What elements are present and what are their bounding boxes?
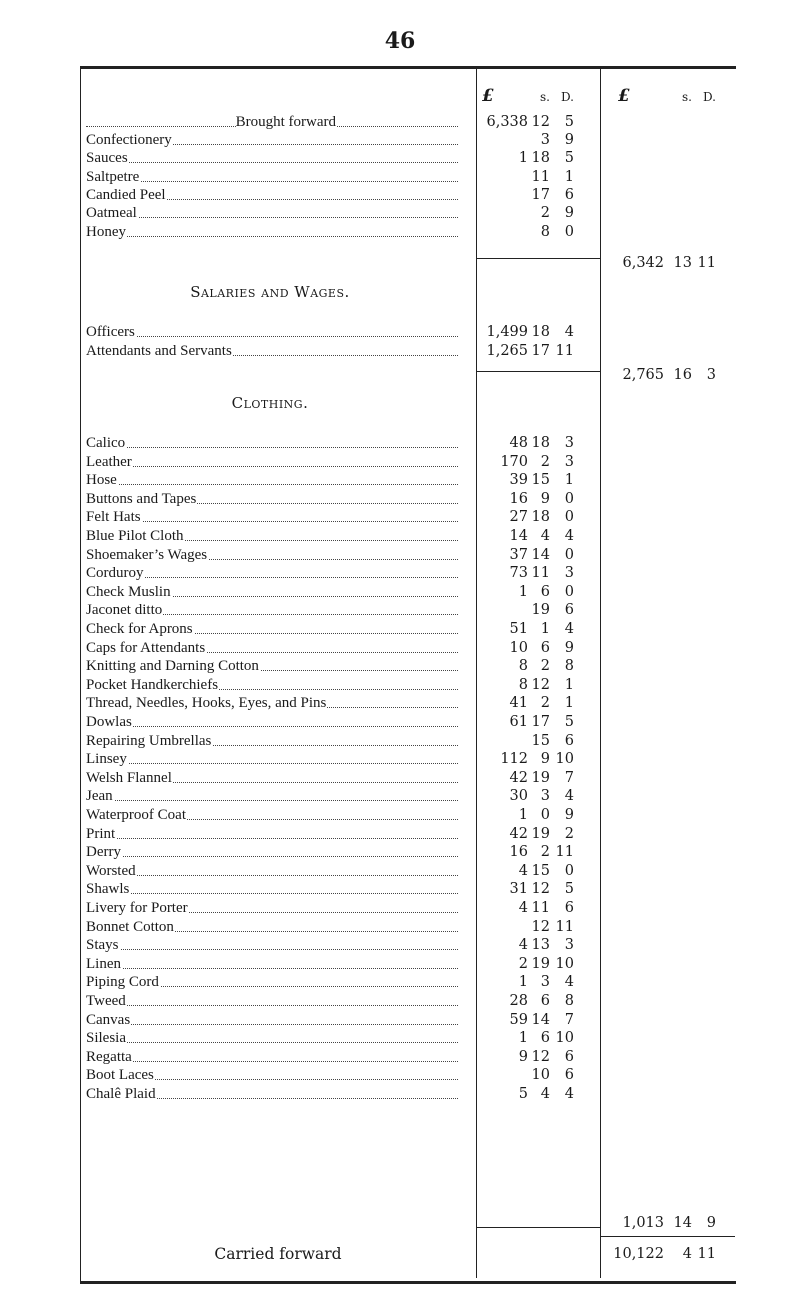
ledger-item-amount: 19 6 [531,602,574,619]
ledger-item-amount: 4 13 3 [518,937,574,954]
amount-column-header [468,88,574,105]
shillings-header: s. [682,90,692,104]
ledger-item-label: Welsh Flannel [86,770,458,786]
ledger-item-amount: 2 9 [540,205,574,222]
ledger-item-label: Officers [86,324,458,340]
ledger-item-amount: 15 6 [531,732,574,749]
ledger-item-amount: 73 11 3 [509,565,574,582]
ledger-item-label: Calico [86,435,458,451]
ledger-item-label: Blue Pilot Cloth [86,528,458,544]
rule-carried-forward [600,1236,735,1237]
ledger-item-label: Saltpetre [86,169,458,185]
ledger-item-amount: 17 6 [531,186,574,203]
ledger-item-label: Buttons and Tapes [86,491,458,507]
ledger-item-amount: 31 12 5 [509,881,574,898]
ledger-item-amount: 41 2 1 [509,695,574,712]
ledger-item-amount: 14 4 4 [509,528,574,544]
ledger-item-label: Waterproof Coat [86,807,458,823]
ledger-item-amount: 10 6 [531,1067,574,1084]
pence-header: D. [560,90,574,104]
ledger-item-amount: 4 11 6 [518,900,574,916]
ledger-item-label: Candied Peel [86,187,458,203]
ledger-item-amount: 9 12 6 [518,1048,574,1065]
page-number: 46 [384,28,416,54]
rule-clothing [476,1227,600,1228]
ledger-item-amount: 42 19 2 [509,825,574,842]
ledger-item-amount: 28 6 8 [509,993,574,1009]
ledger-item-label: Leather [86,454,458,470]
ledger-item-label: Oatmeal [86,205,458,221]
ledger-item-label: Chalê Plaid [86,1086,458,1102]
ledger-item-amount: 16 9 0 [509,490,574,507]
provisions-total: 6,342 13 11 [622,255,716,271]
ledger-item-label: Worsted [86,863,458,879]
ledger-item-label: Repairing Umbrellas [86,733,458,749]
divider-subtotal [600,66,601,1278]
ledger-item-amount: 4 15 0 [518,862,574,879]
ledger-item-amount: 10 6 9 [509,639,574,656]
ledger-item-amount: 8 0 [540,223,574,240]
salaries-total: 2,765 16 3 [622,367,716,383]
ledger-item-amount: 8 2 8 [518,658,574,675]
ledger-item-amount: 27 18 0 [509,509,574,526]
pound-sign: £ [618,86,630,106]
ledger-item-label: Knitting and Darning Cotton [86,658,458,674]
ledger-item-amount: 16 2 11 [509,844,574,861]
ledger-item-label: Silesia [86,1030,458,1046]
ledger-item-label: Jean [86,788,458,804]
ledger-item-amount: 61 17 5 [509,714,574,730]
ledger-item-amount: 1 6 0 [518,583,574,600]
pence-header: D. [702,90,716,104]
ledger-item-label: Shawls [86,881,458,897]
ledger-item-label: Canvas [86,1012,458,1028]
ledger-item-label: Piping Cord [86,974,458,990]
ledger-item-amount: 48 18 3 [509,435,574,451]
ledger-item-amount: 1,265 17 11 [486,342,574,359]
ledger-item-label: Thread, Needles, Hooks, Eyes, and Pins [86,695,458,711]
ledger-item-label: Caps for Attendants [86,640,458,656]
shillings-header: s. [540,90,550,104]
ledger-item-amount: 11 1 [531,168,574,185]
ledger-item-amount: 37 14 0 [509,546,574,563]
ledger-item-label: Bonnet Cotton [86,919,458,935]
ledger-item-label: Hose [86,472,458,488]
ledger-item-label: Felt Hats [86,509,458,525]
ledger-item-label: Regatta [86,1049,458,1065]
ledger-item-label: Dowlas [86,714,458,730]
ledger-item-amount: 59 14 7 [509,1011,574,1028]
clothing-total: 1,013 14 9 [622,1215,716,1231]
ledger-item-label: Linsey [86,751,458,767]
ledger-item-label: Confectionery [86,132,458,148]
pound-sign: £ [482,86,494,106]
brought-forward-amount: 6,338 12 5 [486,114,574,130]
ledger-item-amount: 112 9 10 [500,751,574,768]
ledger-item-label: Check for Aprons [86,621,458,637]
ledger-item-amount: 1 6 10 [518,1030,574,1047]
ledger-item-amount: 42 19 7 [509,769,574,786]
rule-salaries [476,371,600,372]
ledger-item-amount: 170 2 3 [500,453,574,470]
ledger-item-label: Linen [86,956,458,972]
ledger-item-amount: 1,499 18 4 [486,324,574,340]
ledger-item-label: Print [86,826,458,842]
ledger-item-amount: 3 9 [540,132,574,148]
ledger-item-label: Attendants and Servants [86,343,458,359]
carried-forward-amount: 10,122 4 11 [613,1246,716,1262]
ledger-item-amount: 1 0 9 [518,807,574,823]
ledger-item-amount: 30 3 4 [509,788,574,805]
ledger-item-label: Boot Laces [86,1067,458,1083]
clothing-heading: Clothing. [231,394,309,412]
ledger-item-label: Honey [86,224,458,240]
carried-forward-label: Carried forward [214,1245,342,1263]
total-column-header [604,88,716,105]
ledger-item-amount: 51 1 4 [509,621,574,637]
ledger-item-amount: 8 12 1 [518,676,574,693]
ledger-item-amount: 1 3 4 [518,974,574,991]
ledger-item-label: Livery for Porter [86,900,458,916]
ledger-item-label: Check Muslin [86,584,458,600]
ledger-item-label: Shoemaker’s Wages [86,547,458,563]
ledger-item-label: Sauces [86,150,458,166]
rule-provisions [476,258,600,259]
ledger-item-label: Corduroy [86,565,458,581]
ledger-item-label: Derry [86,844,458,860]
ledger-item-amount: 5 4 4 [518,1086,574,1102]
ledger-item-label: Stays [86,937,458,953]
ledger-item-amount: 1 18 5 [518,150,574,167]
ledger-item-label: Tweed [86,993,458,1009]
brought-forward-label: Brought forward [86,114,458,130]
ledger-item-amount: 39 15 1 [509,472,574,489]
ledger-item-label: Jaconet ditto [86,602,458,618]
ledger-item-amount: 2 19 10 [518,955,574,972]
salaries-heading: Salaries and Wages. [190,283,350,301]
ledger-item-label: Pocket Handkerchiefs [86,677,458,693]
ledger-item-amount: 12 11 [531,918,574,935]
